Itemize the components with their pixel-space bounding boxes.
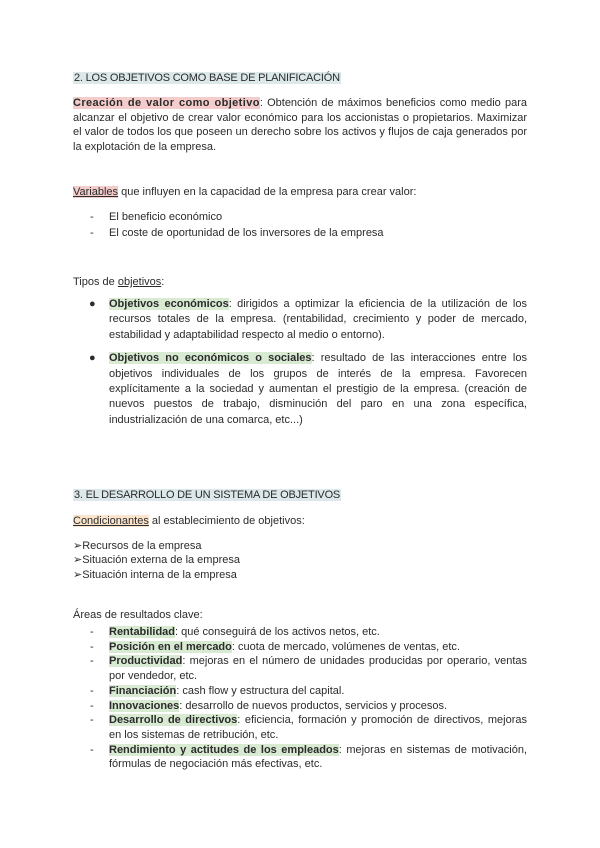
variables-paragraph: Variables que influyen en la capacidad de la empresa para crear valor: <box>73 186 417 198</box>
creacion-term: Creación de valor como objetivo <box>73 97 260 109</box>
creacion-paragraph: Creación de valor como objetivo: Obtención de máximos beneficios como medio para alcanzar el objetivo de crear valor económico para los accionistas o propietarios. Maximizar el valor de todos los que poseen un derecho sobre los activos y flujos de caja generados por la explotación de la empresa. <box>73 97 527 153</box>
section-3-heading: 3. EL DESARROLLO DE UN SISTEMA DE OBJETIVOS <box>74 489 341 501</box>
arrow-bullet-icon: ➢ <box>73 540 83 552</box>
list-item: - Financiación: cash flow y estructura del capital. <box>90 684 345 697</box>
condicionantes-paragraph: Condicionantes al establecimiento de objetivos: <box>73 515 305 527</box>
list-item: ➢Situación externa de la empresa <box>73 554 240 567</box>
list-item: - Productividad: mejoras en el número de unidades producidas por operario, ventas por vendedor, etc. <box>90 655 527 683</box>
condicionantes-term: Condicionantes <box>73 515 149 527</box>
list-item: - Desarrollo de directivos: eficiencia, formación y promoción de directivos, mejoras en los sistemas de retribución, etc. <box>90 714 527 741</box>
list-item: - Rentabilidad: qué conseguirá de los activos netos, etc. <box>90 626 380 638</box>
list-item: ➢Recursos de la empresa <box>73 540 202 552</box>
arrow-bullet-icon: ➢ <box>73 554 83 567</box>
tipos-list <box>73 297 527 436</box>
section-2-heading: 2. LOS OBJETIVOS COMO BASE DE PLANIFICACIÓN <box>74 72 340 84</box>
arrow-bullet-icon: ➢ <box>73 568 83 581</box>
variables-list <box>73 209 527 241</box>
list-item: ● Objetivos económicos: dirigidos a optimizar la eficiencia de la utilización de los recursos totales de la empresa. (rentabilidad, crecimiento y poder de mercado, estabilidad y adaptabilidad respecto al medio o entorno). <box>89 298 527 341</box>
variables-term: Variables <box>73 186 119 198</box>
list-item: - Posición en el mercado: cuota de mercado, volúmenes de ventas, etc. <box>90 640 460 653</box>
tipos-paragraph: Tipos de objetivos: <box>73 276 165 288</box>
condicionantes-list <box>73 539 527 582</box>
list-item: - Innovaciones: desarrollo de nuevos productos, servicios y procesos. <box>90 699 448 712</box>
areas-list <box>73 625 527 772</box>
list-item: ➢Situación interna de la empresa <box>73 568 237 581</box>
areas-title: Áreas de resultados clave: <box>73 609 203 621</box>
list-item: ● Objetivos no económicos o sociales: resultado de las interacciones entre los objetivos individuales de los grupos de interés de la empresa. Favorecen explícitamente a la sociedad y aumentan el prestigio de la empresa. (creación de nuevos puestos de trabajo, disminución del paro en una zona específica, industrialización de una comarca, etc...) <box>89 352 527 426</box>
list-item: - El beneficio económico <box>90 211 223 223</box>
list-item: - Rendimiento y actitudes de los empleados: mejoras en sistemas de motivación, fórmulas de negociación más efectivas, etc. <box>90 743 527 771</box>
list-item: - El coste de oportunidad de los inversores de la empresa <box>90 227 384 239</box>
